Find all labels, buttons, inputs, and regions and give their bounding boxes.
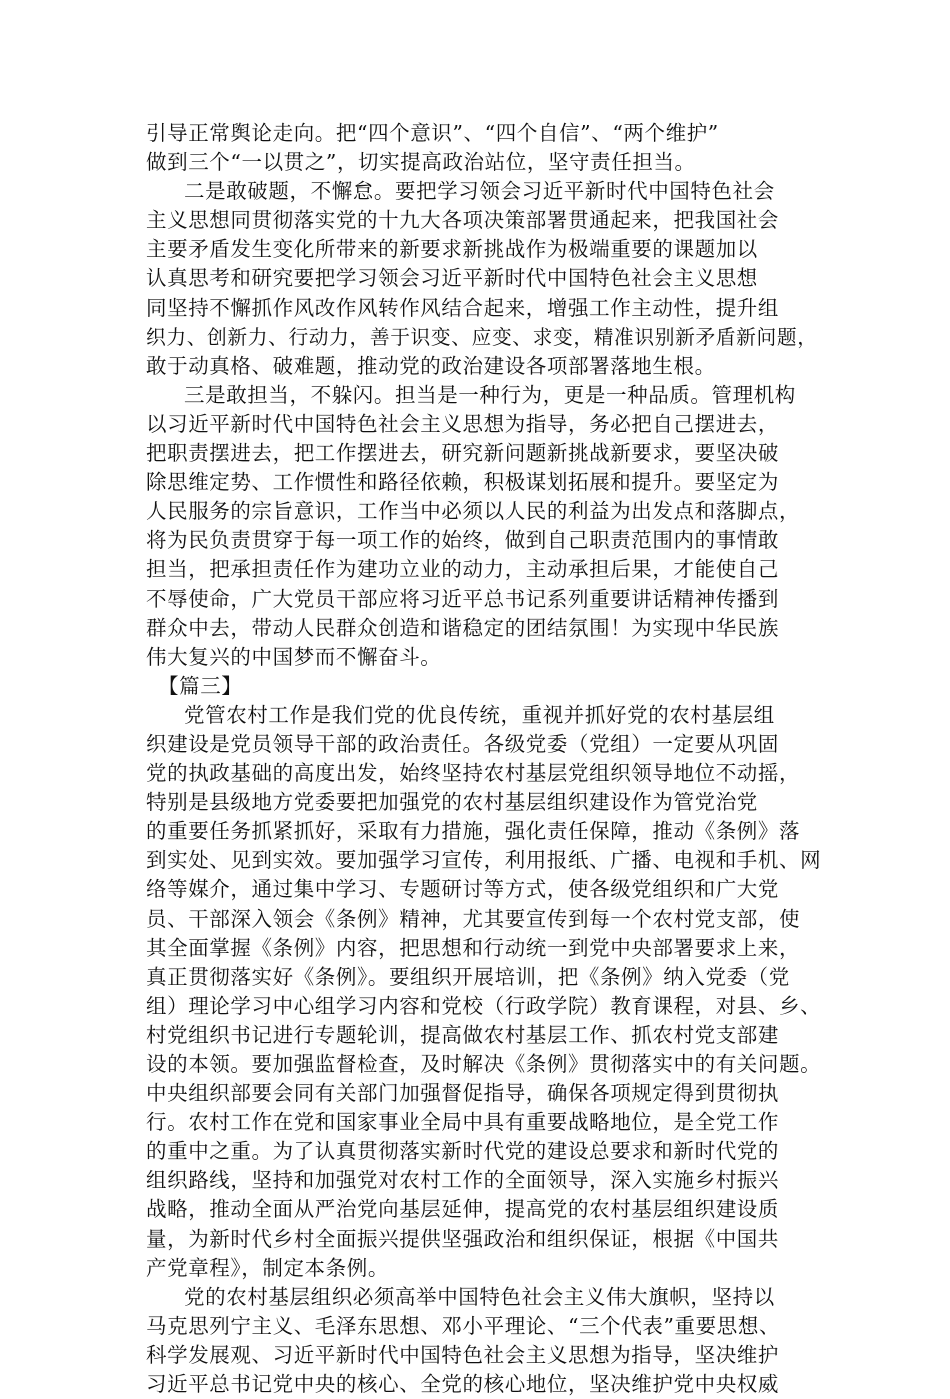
text-line: 的重中之重。为了认真贯彻落实新时代党的建设总要求和新时代党的 bbox=[146, 1139, 779, 1164]
text-line: 把职责摆进去，把工作摆进去，研究新问题新挑战新要求，要坚决破 bbox=[146, 441, 779, 466]
text-line: 不辱使命，广大党员干部应将习近平总书记系列重要讲话精神传播到 bbox=[146, 586, 779, 611]
text-line: 习近平总书记党中央的核心、全党的核心地位，坚决维护党中央权威 bbox=[146, 1372, 779, 1397]
text-line: 其全面掌握《条例》内容，把思想和行动统一到党中央部署要求上来， bbox=[146, 935, 801, 960]
text-line: 群众中去，带动人民群众创造和谐稳定的团结氛围！为实现中华民族 bbox=[146, 615, 779, 640]
text-line: 村党组织书记进行专题轮训，提高做农村基层工作、抓农村党支部建 bbox=[146, 1022, 779, 1047]
text-line: 以习近平新时代中国特色社会主义思想为指导，务必把自己摆进去， bbox=[146, 411, 779, 436]
text-line: 特别是县级地方党委要把加强党的农村基层组织建设作为管党治党 bbox=[146, 790, 758, 815]
text-line: 主义思想同贯彻落实党的十九大各项决策部署贯通起来，把我国社会 bbox=[146, 208, 779, 233]
text-line: 人民服务的宗旨意识，工作当中必须以人民的利益为出发点和落脚点， bbox=[146, 499, 801, 524]
text-line: 到实处、见到实效。要加强学习宣传，利用报纸、广播、电视和手机、网 bbox=[146, 848, 822, 873]
text-line: 组）理论学习中心组学习内容和党校（行政学院）教育课程，对县、乡、 bbox=[146, 993, 822, 1018]
text-line: 络等媒介，通过集中学习、专题研讨等方式，使各级党组织和广大党 bbox=[146, 877, 779, 902]
text-line: 组织路线，坚持和加强党对农村工作的全面领导，深入实施乡村振兴 bbox=[146, 1168, 779, 1193]
text-line: 科学发展观、习近平新时代中国特色社会主义思想为指导，坚决维护 bbox=[146, 1342, 779, 1367]
text-line: 中央组织部要会同有关部门加强督促指导，确保各项规定得到贯彻执 bbox=[146, 1081, 779, 1106]
text-line: 敢于动真格、破难题，推动党的政治建设各项部署落地生根。 bbox=[146, 353, 716, 378]
text-line: 战略，推动全面从严治党向基层延伸，提高党的农村基层组织建设质 bbox=[146, 1197, 779, 1222]
text-line: 行。农村工作在党和国家事业全局中具有重要战略地位，是全党工作 bbox=[146, 1110, 779, 1135]
text-line: 主要矛盾发生变化所带来的新要求新挑战作为极端重要的课题加以 bbox=[146, 237, 758, 262]
text-line: 产党章程》，制定本条例。 bbox=[146, 1255, 389, 1280]
text-line: 马克思列宁主义、毛泽东思想、邓小平理论、“三个代表”重要思想、 bbox=[146, 1313, 781, 1338]
text-line: 除思维定势、工作惯性和路径依赖，积极谋划拓展和提升。要坚定为 bbox=[146, 470, 779, 495]
text-line: 量，为新时代乡村全面振兴提供坚强政治和组织保证，根据《中国共 bbox=[146, 1226, 779, 1251]
text-line: 二是敢破题，不懈怠。要把学习领会习近平新时代中国特色社会 bbox=[184, 179, 775, 204]
text-line: 做到三个“一以贯之”，切实提高政治站位，坚守责任担当。 bbox=[146, 150, 696, 175]
document-body bbox=[146, 119, 822, 1399]
text-line: 真正贯彻落实好《条例》。要组织开展培训，把《条例》纳入党委（党 bbox=[146, 964, 790, 989]
text-line: 三是敢担当，不躲闪。担当是一种行为，更是一种品质。管理机构 bbox=[184, 382, 796, 407]
text-line: 同坚持不懈抓作风改作风转作风结合起来，增强工作主动性，提升组 bbox=[146, 295, 779, 320]
text-line: 伟大复兴的中国梦而不懈奋斗。 bbox=[146, 644, 442, 669]
text-line: 织力、创新力、行动力，善于识变、应变、求变，精准识别新矛盾新问题， bbox=[146, 325, 818, 349]
text-line: 认真思考和研究要把学习领会习近平新时代中国特色社会主义思想 bbox=[146, 266, 758, 291]
text-line: 将为民负责贯穿于每一项工作的始终，做到自己职责范围内的事情敢 bbox=[146, 528, 779, 553]
text-line: 党的执政基础的高度出发，始终坚持农村基层党组织领导地位不动摇， bbox=[146, 761, 801, 786]
text-line: 的重要任务抓紧抓好，采取有力措施，强化责任保障，推动《条例》落 bbox=[146, 819, 801, 844]
text-line: 党的农村基层组织必须高举中国特色社会主义伟大旗帜，坚持以 bbox=[184, 1284, 775, 1309]
section-heading: 【篇三】 bbox=[158, 673, 243, 698]
text-line: 担当，把承担责任作为建功立业的动力，主动承担后果，才能使自己 bbox=[146, 557, 779, 582]
text-line: 设的本领。要加强监督检查，及时解决《条例》贯彻落实中的有关问题。 bbox=[146, 1052, 822, 1076]
text-line: 引导正常舆论走向。把“四个意识”、“四个自信”、“两个维护” bbox=[146, 121, 719, 145]
text-line: 党管农村工作是我们党的优良传统，重视并抓好党的农村基层组 bbox=[184, 702, 775, 727]
text-line: 织建设是党员领导干部的政治责任。各级党委（党组）一定要从巩固 bbox=[146, 731, 779, 756]
text-line: 员、干部深入领会《条例》精神，尤其要宣传到每一个农村党支部，使 bbox=[146, 906, 801, 931]
